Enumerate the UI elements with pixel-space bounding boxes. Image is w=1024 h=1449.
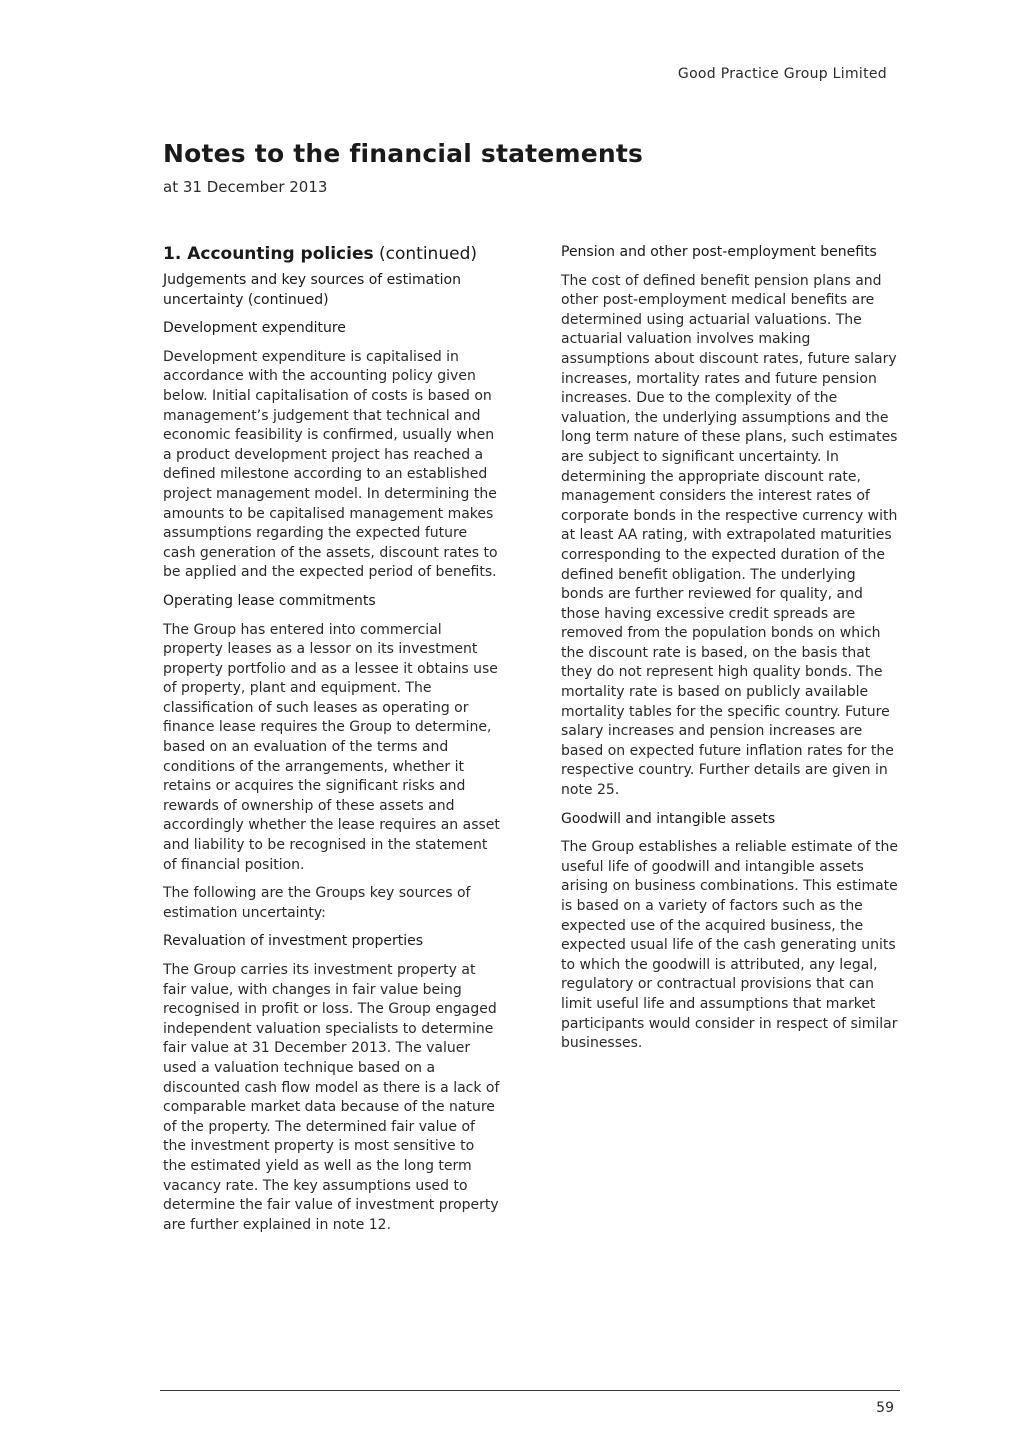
lease-paragraph: The Group has entered into commercial property leases as a lessor on its investment property portfolio and as a lessee it obtains use of property, plant and equipment. The classification of such leases as operating or finance lease requires the Group to determine, based on an evaluation of the terms and conditions of the arrangements, whether it retains or acquires the significant risks and rewards of ownership of these assets and accordingly whether the lease requires an asset and liability to be recognised in the statement of financial position. — [163, 621, 500, 873]
page-subtitle: at 31 December 2013 — [163, 178, 328, 196]
pension-heading: Pension and other post-employment benefits — [561, 244, 877, 260]
development-paragraph: Development expenditure is capitalised in accordance with the accounting policy given below. Initial capitalisation of costs is based on management’s judgement that technical and economic feasibility is confirmed, usually when a product development project has reached a defined milestone according to an established project management model. In determining the amounts to be capitalised management makes assumptions regarding the expected future cash generation of the assets, discount rates to be applied and the expected period of benefits. — [163, 348, 498, 581]
company-name: Good Practice Group Limited — [677, 66, 887, 82]
judgements-heading-suffix: (continued) — [243, 291, 329, 308]
key-sources-paragraph: The following are the Groups key sources of estimation uncertainty: — [163, 885, 471, 921]
lease-heading: Operating lease commitments — [163, 592, 376, 609]
section-heading-title: 1. Accounting policies — [163, 244, 374, 264]
judgements-heading-title: Judgements and key sources of estimation uncertainty — [163, 272, 461, 308]
footer-divider — [160, 1390, 900, 1391]
development-heading: Development expenditure — [163, 320, 346, 337]
judgements-heading — [163, 271, 501, 310]
pension-paragraph: The cost of defined benefit pension plans and other post-employment medical benefits are determined using actuarial valuations. The actuarial valuation involves making assumptions about discount rates, future salary increases, mortality rates and future pension increases. Due to the complexity of the valuation, the underlying assumptions and the long term nature of these plans, such estimates are subject to significant uncertainty. In determining the appropriate discount rate, management considers the interest rates of corporate bonds in the respective currency with at least AA rating, with extrapolated maturities corresponding to the expected duration of the defined benefit obligation. The underlying bonds are further reviewed for quality, and those having excessive credit spreads are removed from the population bonds on which the discount rate is based, on the basis that they do not represent high quality bonds. The mortality rate is based on publicly available mortality tables for the specific country. Future salary increases and pension increases are based on expected future inflation rates for the respective country. Further details are given in note 25. — [561, 272, 898, 799]
page-number: 59 — [876, 1400, 894, 1416]
page-title: Notes to the financial statements — [163, 139, 644, 168]
revaluation-paragraph: The Group carries its investment property at fair value, with changes in fair value being recognised in profit or loss. The Group engaged independent valuation specialists to determine fair value at 31 December 2013. The valuer used a valuation technique based on a discounted cash flow model as there is a lack of comparable market data because of the nature of the property. The determined fair value of the investment property is most sensitive to the estimated yield as well as the long term vacancy rate. The key assumptions used to determine the fair value of investment property are further explained in note 12. — [163, 962, 500, 1233]
left-column — [163, 243, 501, 1244]
goodwill-paragraph: The Group establishes a reliable estimate of the useful life of goodwill and intangible assets arising on business combinations. This estimate is based on a variety of factors such as the expected use of the acquired business, the expected usual life of the cash generating units to which the goodwill is attributed, any legal, regulatory or contractual provisions that can limit useful life and assumptions that market participants would consider in respect of similar businesses. — [561, 839, 898, 1052]
goodwill-heading: Goodwill and intangible assets — [561, 810, 776, 827]
revaluation-heading: Revaluation of investment properties — [163, 933, 424, 950]
section-heading-suffix: (continued) — [373, 244, 477, 264]
section-heading — [163, 243, 501, 265]
right-column — [561, 243, 899, 1063]
